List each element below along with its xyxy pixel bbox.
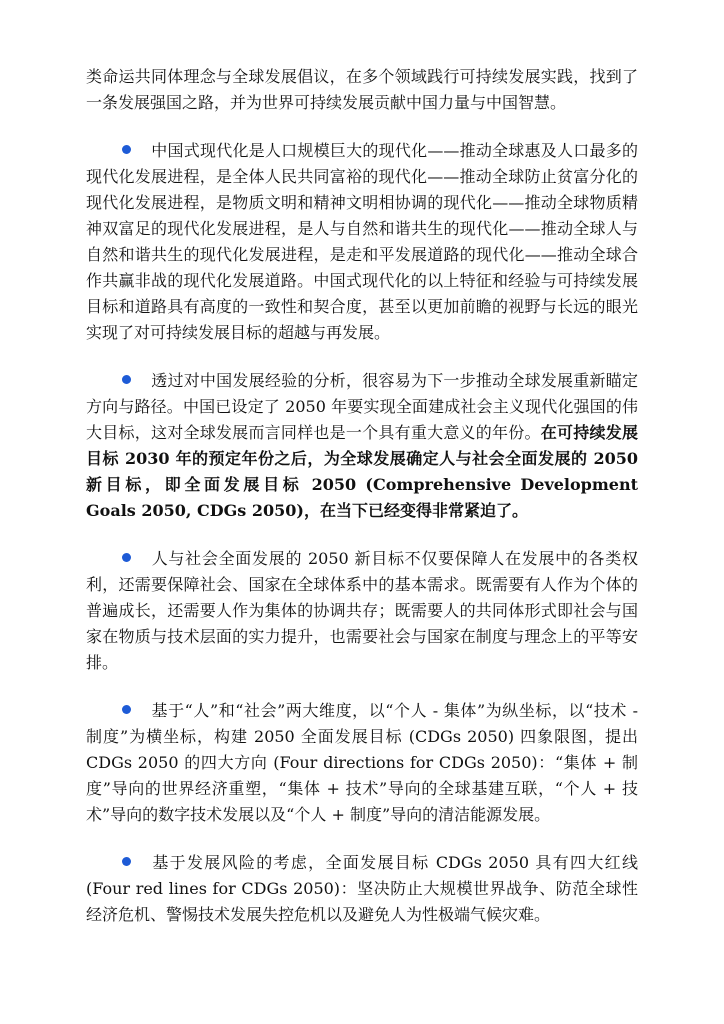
bullet-dot-icon	[122, 705, 131, 714]
paragraph-cdgs-2050-proposal	[86, 368, 638, 524]
paragraph-four-red-lines	[86, 850, 638, 928]
document-body	[86, 64, 638, 950]
paragraph-bold-text: 在可持续发展目标 2030 年的预定年份之后，为全球发展确定人与社会全面发展的 2050 新目标，即全面发展目标 2050 (Comprehensive Development Goals 2050, CDGs 2050)，在当下已经变得非常紧迫了。	[86, 423, 638, 520]
bullet-dot-icon	[122, 375, 131, 384]
paragraph-text: 中国式现代化是人口规模巨大的现代化——推动全球惠及人口最多的现代化发展进程，是全体人民共同富裕的现代化——推动全球防止贫富分化的现代化发展进程，是物质文明和精神文明相协调的现代化——推动全球物质精神双富足的现代化发展进程，是人与自然和谐共生的现代化——推动全球人与自然和谐共生的现代化发展进程，是走和平发展道路的现代化——推动全球合作共赢非战的现代化发展道路。中国式现代化的以上特征和经验与可持续发展目标和道路具有高度的一致性和契合度，甚至以更加前瞻的视野与长远的眼光实现了对可持续发展目标的超越与再发展。	[86, 141, 638, 342]
paragraph-text: 透过对中国发展经验的分析，很容易为下一步推动全球发展重新瞄定方向与路径。中国已设定了 2050 年要实现全面建成社会主义现代化强国的伟大目标，这对全球发展而言同样也是一个具有重大意义的年份。	[86, 371, 638, 442]
paragraph-chinese-modernization	[86, 138, 638, 346]
bullet-dot-icon	[122, 145, 131, 154]
paragraph-text: 基于“人”和“社会”两大维度，以“个人 - 集体”为纵坐标，以“技术 - 制度”为横坐标，构建 2050 全面发展目标 (CDGs 2050) 四象限图，提出 CDGs 2050 的四大方向 (Four directions for CDGs 2050)：“集体 + 制度”导向的世界经济重塑，“集体 + 技术”导向的全球基建互联，“个人 + 技术”导向的数字技术发展以及“个人 + 制度”导向的清洁能源发展。	[86, 701, 638, 824]
paragraph-intro: 类命运共同体理念与全球发展倡议，在多个领域践行可持续发展实践，找到了一条发展强国之路，并为世界可持续发展贡献中国力量与中国智慧。	[86, 67, 638, 112]
paragraph-text: 人与社会全面发展的 2050 新目标不仅要保障人在发展中的各类权利，还需要保障社会、国家在全球体系中的基本需求。既需要有人作为个体的普遍成长，还需要人作为集体的协调共存；既需要人的共同体形式即社会与国家在物质与技术层面的实力提升，也需要社会与国家在制度与理念上的平等安排。	[86, 549, 638, 672]
paragraph-comprehensive-development	[86, 546, 638, 676]
paragraph-text: 基于发展风险的考虑，全面发展目标 CDGs 2050 具有四大红线 (Four red lines for CDGs 2050)：坚决防止大规模世界战争、防范全球性经济危机、警惕技术发展失控危机以及避免人为性极端气候灾难。	[86, 853, 638, 924]
bullet-dot-icon	[122, 857, 131, 866]
paragraph-four-directions	[86, 698, 638, 828]
bullet-dot-icon	[122, 553, 131, 562]
